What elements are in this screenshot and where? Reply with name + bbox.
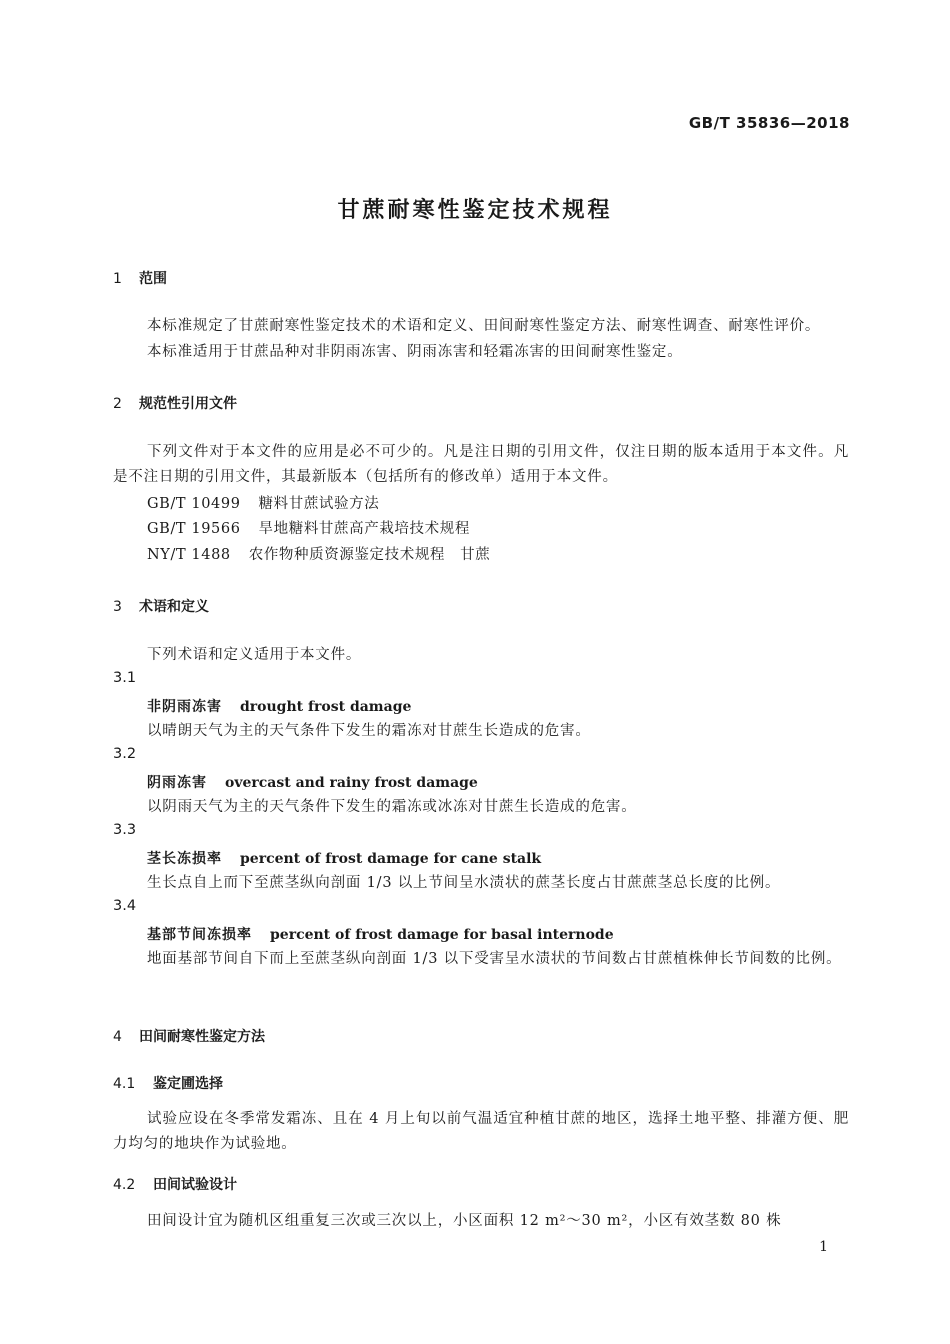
subsection-number: 4.2	[113, 1177, 136, 1193]
term-definition: 地面基部节间自下而上至蔗茎纵向剖面 1/3 以下受害呈水渍状的节间数占甘蔗植株伸长节间数的比例。	[147, 951, 842, 967]
term-chinese: 基部节间冻损率	[147, 927, 252, 943]
reference-name: 农作物种质资源鉴定技术规程 甘蔗	[248, 547, 491, 563]
section-number: 2	[113, 396, 122, 412]
term-english: percent of frost damage for cane stalk	[240, 851, 542, 867]
subsection-4-1-heading	[113, 1073, 223, 1093]
section-1-heading	[113, 268, 167, 288]
term-chinese: 非阴雨冻害	[147, 699, 222, 715]
document-title: 甘蔗耐寒性鉴定技术规程	[337, 198, 613, 223]
reference-name: 糖料甘蔗试验方法	[258, 496, 380, 512]
reference-item	[147, 543, 490, 564]
section-title: 术语和定义	[139, 599, 209, 615]
reference-name: 旱地糖料甘蔗高产栽培技术规程	[258, 521, 470, 537]
term-number: 3.4	[113, 898, 137, 914]
paragraph: 下列术语和定义适用于本文件。	[147, 647, 362, 663]
reference-code: GB/T 10499	[147, 496, 241, 512]
section-number: 3	[113, 599, 122, 615]
section-title: 田间耐寒性鉴定方法	[139, 1029, 265, 1045]
term-entry	[147, 696, 411, 716]
reference-item	[147, 517, 470, 538]
term-english: overcast and rainy frost damage	[225, 775, 478, 791]
term-number: 3.1	[113, 670, 137, 686]
subsection-title: 鉴定圃选择	[153, 1076, 223, 1092]
section-title: 规范性引用文件	[139, 396, 237, 412]
term-chinese: 茎长冻损率	[147, 851, 222, 867]
term-definition: 生长点自上而下至蔗茎纵向剖面 1/3 以上节间呈水渍状的蔗茎长度占甘蔗蔗茎总长度的比例。	[147, 875, 781, 891]
reference-item	[147, 492, 379, 513]
term-english: percent of frost damage for basal internode	[270, 927, 614, 943]
section-number: 4	[113, 1029, 122, 1045]
paragraph: 田间设计宜为随机区组重复三次或三次以上，小区面积 12 m²～30 m²，小区有效茎数 80 株	[147, 1213, 782, 1229]
term-entry	[147, 924, 614, 944]
term-definition: 以阴雨天气为主的天气条件下发生的霜冻或冰冻对甘蔗生长造成的危害。	[147, 799, 637, 815]
section-4-heading	[113, 1026, 265, 1046]
term-number: 3.3	[113, 822, 137, 838]
subsection-title: 田间试验设计	[153, 1177, 237, 1193]
term-definition: 以晴朗天气为主的天气条件下发生的霜冻对甘蔗生长造成的危害。	[147, 723, 591, 739]
section-number: 1	[113, 271, 122, 287]
term-english: drought frost damage	[240, 699, 412, 715]
subsection-number: 4.1	[113, 1076, 136, 1092]
subsection-4-2-heading	[113, 1174, 237, 1194]
paragraph: 试验应设在冬季常发霜冻、且在 4 月上旬以前气温适宜种植甘蔗的地区，选择土地平整、排灌方便、肥力均匀的地块作为试验地。	[113, 1111, 849, 1152]
reference-code: GB/T 19566	[147, 521, 241, 537]
term-entry	[147, 772, 478, 792]
page-number: 1	[819, 1239, 828, 1255]
reference-code: NY/T 1488	[147, 547, 231, 563]
standard-number: GB/T 35836—2018	[688, 114, 850, 132]
section-3-heading	[113, 596, 209, 616]
paragraph: 本标准规定了甘蔗耐寒性鉴定技术的术语和定义、田间耐寒性鉴定方法、耐寒性调查、耐寒性评价。	[147, 318, 821, 334]
term-entry	[147, 848, 541, 868]
section-title: 范围	[139, 271, 167, 287]
section-2-heading	[113, 393, 237, 413]
paragraph: 下列文件对于本文件的应用是必不可少的。凡是注日期的引用文件，仅注日期的版本适用于本文件。凡是不注日期的引用文件，其最新版本（包括所有的修改单）适用于本文件。	[113, 444, 849, 485]
term-chinese: 阴雨冻害	[147, 775, 207, 791]
paragraph: 本标准适用于甘蔗品种对非阴雨冻害、阴雨冻害和轻霜冻害的田间耐寒性鉴定。	[147, 344, 683, 360]
term-number: 3.2	[113, 746, 137, 762]
